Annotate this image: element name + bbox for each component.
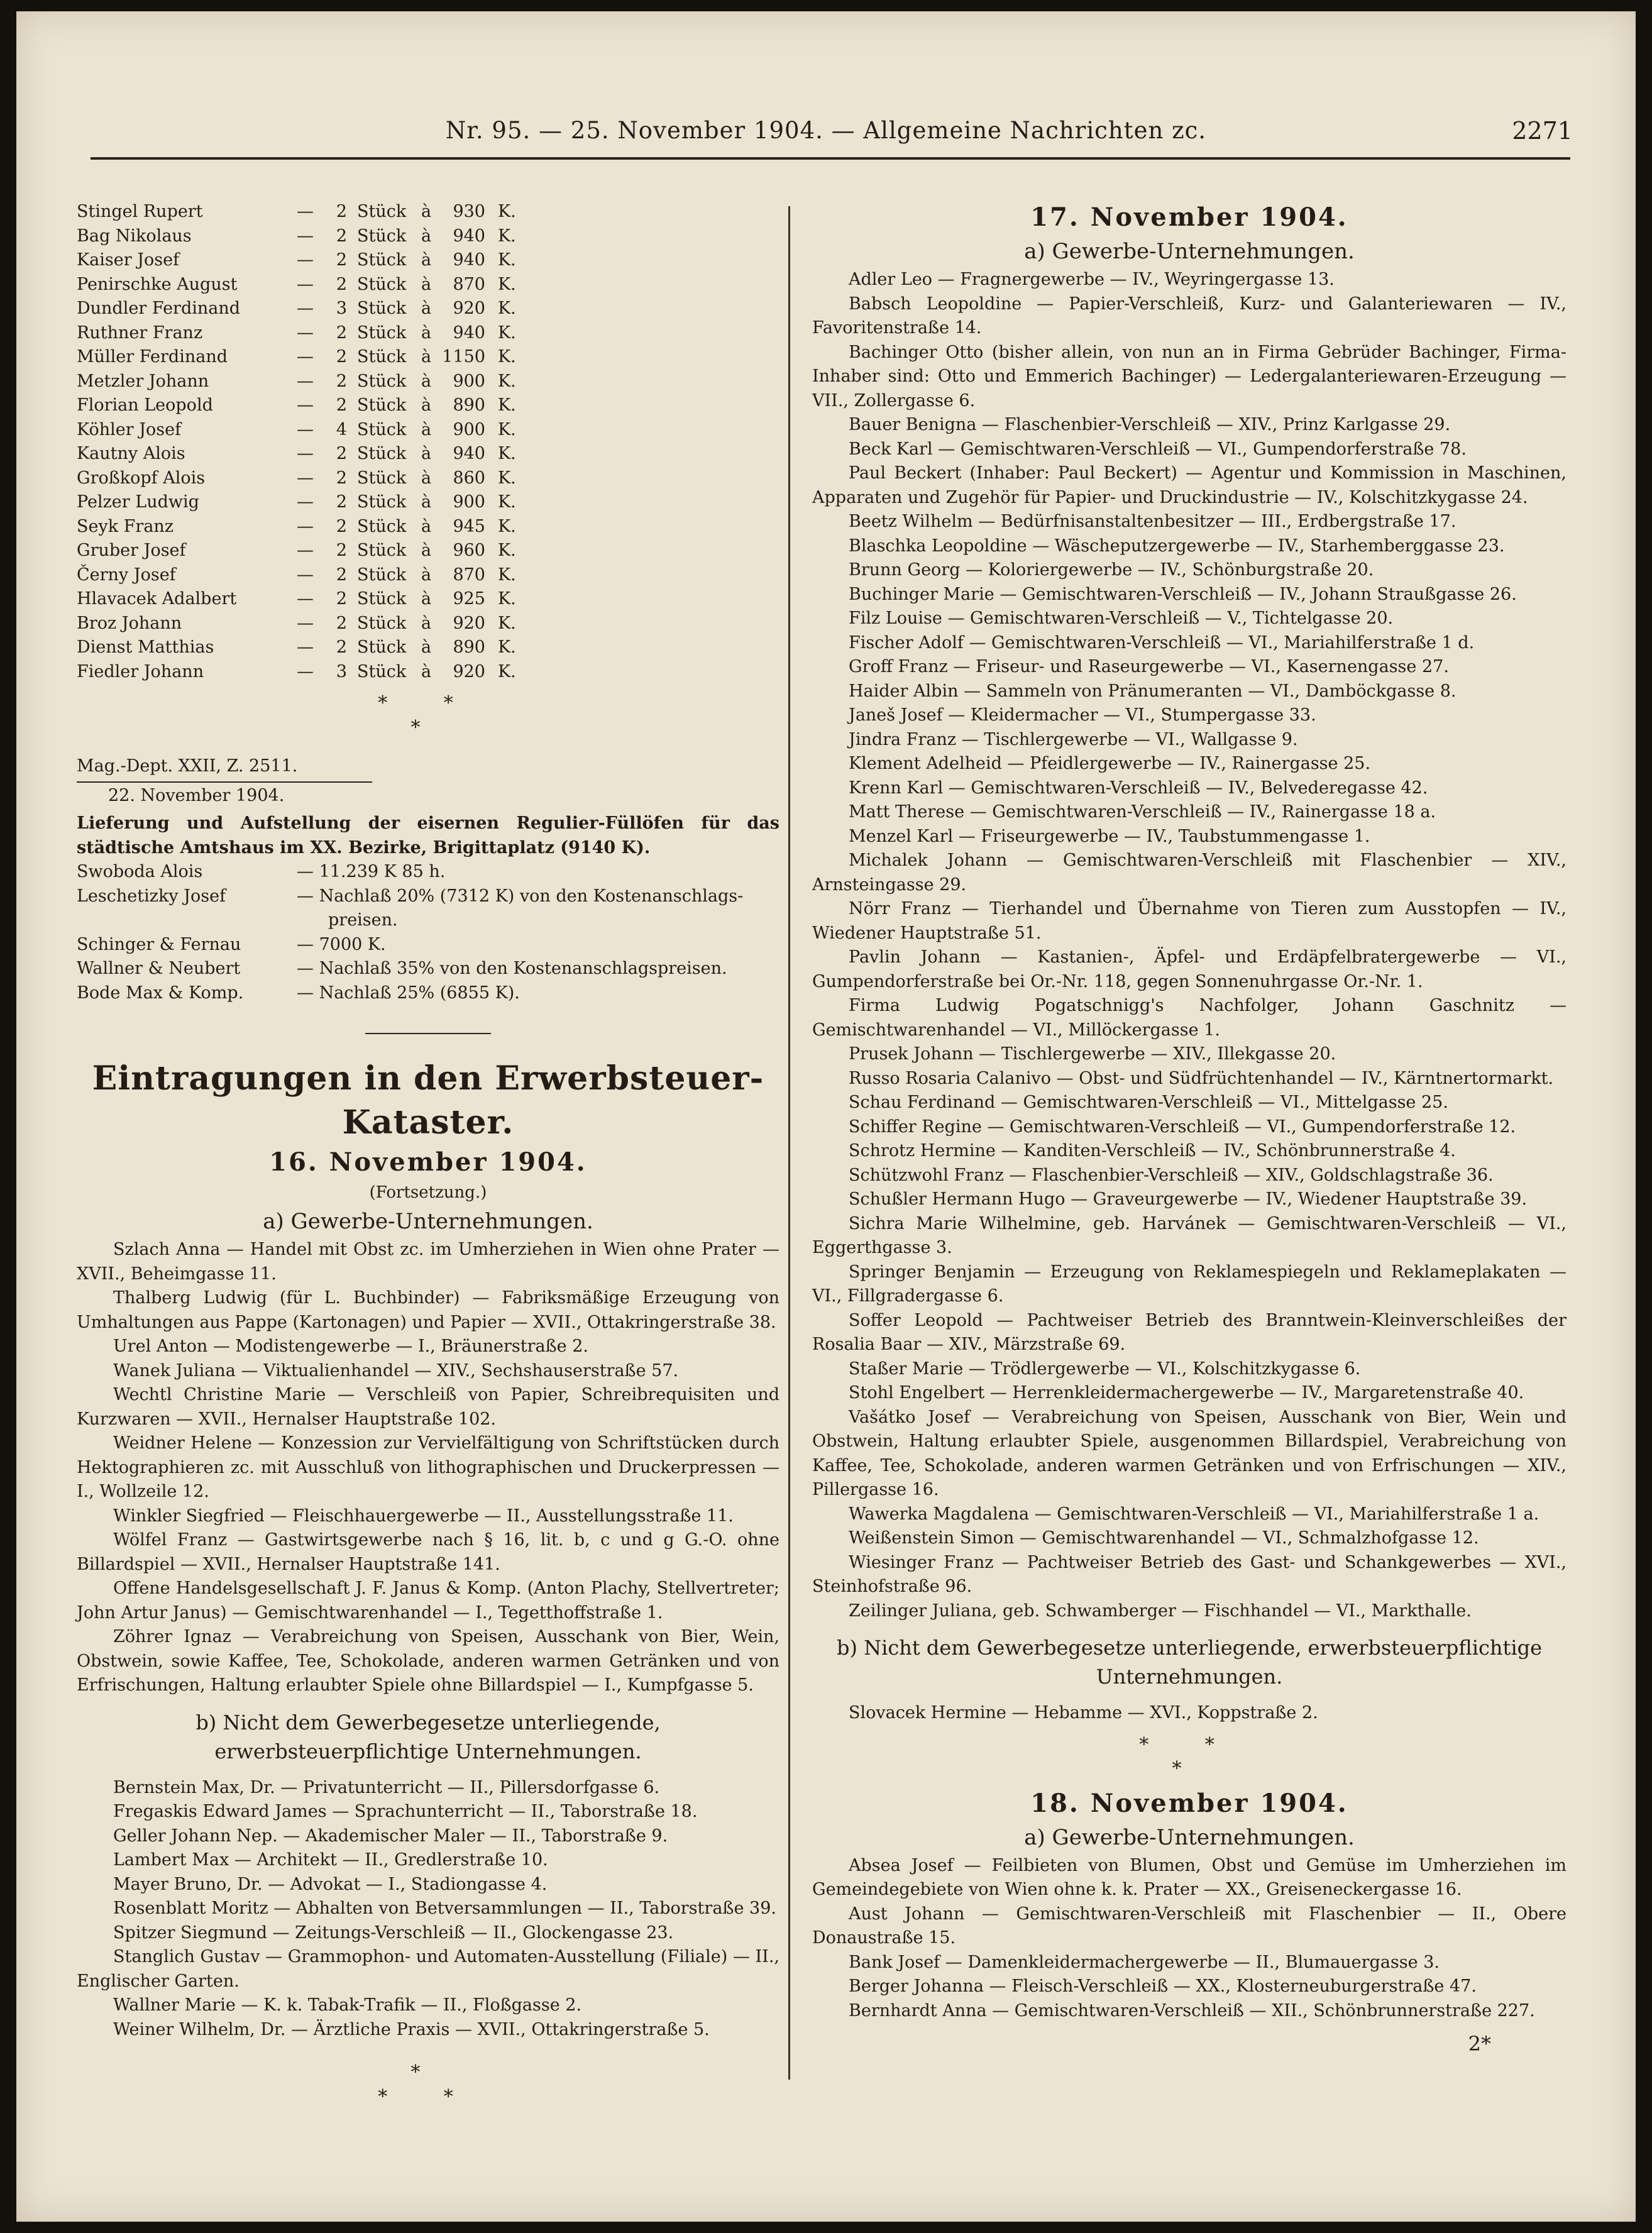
register-entry: Brunn Georg — Koloriergewerbe — IV., Schönburgstraße 20. [849, 560, 1374, 580]
unit: Stück [357, 274, 407, 294]
dash: — [297, 444, 314, 463]
currency: K. [498, 492, 516, 512]
price: 920 [453, 299, 485, 318]
unit: Stück [357, 565, 407, 585]
register-entry: Adler Leo — Fragnergewerbe — IV., Weyringergasse 13. [849, 270, 1335, 289]
register-entry: Berger Johanna — Fleisch-Verschleiß — XX., Klosterneuburgerstraße 47. [849, 1977, 1477, 1996]
currency: K. [498, 661, 516, 681]
left-column [77, 200, 779, 2108]
supplier-name: Müller Ferdinand [77, 347, 228, 367]
section-heading: a) Gewerbe-Unternehmungen. [1024, 239, 1355, 264]
price: 925 [453, 589, 485, 609]
register-entry: Groff Franz — Friseur- und Raseurgewerbe — VI., Kasernengasse 27. [849, 657, 1449, 676]
quantity: 2 [336, 637, 347, 657]
register-entry: Lambert Max — Architekt — II., Gredlerstraße 10. [113, 1850, 548, 1870]
price: 890 [453, 637, 485, 657]
register-entry: Paul Beckert (Inhaber: Paul Beckert) — Agentur und Kommission in Maschinen, Apparaten und Zugehör für Papier- und Druckindustrie — IV., Kolschitzkygasse 24. [812, 463, 1567, 507]
register-entry: Buchinger Marie — Gemischtwaren-Verschleiß — IV., Johann Straußgasse 26. [849, 584, 1517, 604]
separator-stars [812, 1733, 1567, 1780]
stars-row: * * [1139, 1733, 1240, 1756]
header-rule [91, 157, 1570, 160]
list-row [77, 273, 779, 297]
section-heading: b) Nicht dem Gewerbegesetze unterliegende, erwerbsteuerpflichtige Unternehmungen. [195, 1710, 661, 1763]
quantity: 2 [336, 202, 347, 221]
dash: — [297, 541, 314, 560]
newspaper-page [16, 11, 1636, 2222]
currency: K. [498, 516, 516, 536]
register-entry: Bauer Benigna — Flaschenbier-Verschleiß — XIV., Prinz Karlgasse 29. [849, 415, 1451, 434]
supplier-name: Großkopf Alois [77, 468, 206, 488]
list-row [77, 563, 779, 588]
at-sign: à [421, 419, 432, 439]
bid-row [77, 933, 779, 957]
currency: K. [498, 202, 516, 221]
supplier-name: Seyk Franz [77, 516, 174, 536]
unit: Stück [357, 250, 407, 270]
list-row [77, 587, 779, 612]
continuation-note: (Fortsetzung.) [369, 1183, 487, 1202]
dash: — [297, 347, 314, 367]
dash: — [297, 371, 314, 391]
page-number: 2271 [1512, 117, 1573, 145]
quantity: 4 [336, 419, 347, 439]
unit: Stück [357, 492, 407, 512]
dash: — [297, 274, 314, 294]
currency: K. [498, 395, 516, 415]
register-entry: Menzel Karl — Friseurgewerbe — IV., Taubstummengasse 1. [849, 826, 1370, 846]
quantity: 2 [336, 541, 347, 560]
currency: K. [498, 444, 516, 463]
dash: — [297, 516, 314, 536]
register-entry: Schiffer Regine — Gemischtwaren-Verschleiß — VI., Gumpendorferstraße 12. [849, 1116, 1516, 1137]
at-sign: à [421, 516, 432, 536]
at-sign: à [421, 347, 432, 367]
price: 870 [453, 565, 485, 585]
list-row [77, 370, 779, 394]
bid-row [77, 981, 779, 1006]
unit: Stück [357, 202, 407, 221]
stars-row: * [1172, 1758, 1207, 1780]
currency: K. [498, 565, 516, 585]
supplier-name: Kaiser Josef [77, 250, 180, 270]
register-entry: Bachinger Otto (bisher allein, von nun an in Firma Gebrüder Bachinger, Firma-Inhaber sind: Otto und Emmerich Bachinger) — Ledergalanteriewaren-Erzeugung — VII., Zollergasse 6. [812, 342, 1567, 411]
entry-list [77, 1238, 779, 1698]
unit: Stück [357, 444, 407, 463]
register-entry: Wechtl Christine Marie — Verschleiß von Papier, Schreibrequisiten und Kurzwaren — XVII., Hernalser Hauptstraße 102. [77, 1385, 779, 1429]
register-entry: Thalberg Ludwig (für L. Buchbinder) — Fabriksmäßige Erzeugung von Umhaltungen aus Pappe (Kartonagen) und Papier — XVII., Ottakringerstraße 38. [77, 1288, 779, 1332]
register-entry: Janeš Josef — Kleidermacher — VI., Stumpergasse 33. [849, 705, 1316, 725]
list-row [77, 636, 779, 660]
at-sign: à [421, 541, 432, 560]
quantity: 2 [336, 565, 347, 585]
at-sign: à [421, 589, 432, 609]
supplier-name: Broz Johann [77, 613, 182, 633]
unit: Stück [357, 541, 407, 560]
register-entry: Krenn Karl — Gemischtwaren-Verschleiß — IV., Belvederegasse 42. [849, 778, 1428, 798]
bidder-name: Wallner & Neubert [77, 959, 241, 978]
quantity: 2 [336, 274, 347, 294]
at-sign: à [421, 323, 432, 343]
register-entry: Klement Adelheid — Pfeidlergewerbe — IV., Rainergasse 25. [849, 754, 1371, 773]
currency: K. [498, 323, 516, 343]
list-row [77, 297, 779, 321]
register-entry: Zöhrer Ignaz — Verabreichung von Speisen, Ausschank von Bier, Wein, Obstwein, sowie Kaffee, Tee, Schokolade, anderen warmen Getränken und von Erfrischungen, Haltung erlaubter Spiele ohne Billardspiel — I., Kumpfgasse 5. [77, 1627, 779, 1695]
dash: — [297, 589, 314, 609]
register-entry: Rosenblatt Moritz — Abhalten von Betversammlungen — II., Taborstraße 39. [113, 1899, 776, 1918]
register-entry: Bank Josef — Damenkleidermachergewerbe — II., Blumauergasse 3. [849, 1952, 1440, 1972]
currency: K. [498, 347, 516, 367]
price: 900 [453, 371, 485, 391]
at-sign: à [421, 492, 432, 512]
register-entry: Matt Therese — Gemischtwaren-Verschleiß — IV., Rainergasse 18 a. [849, 802, 1436, 822]
section-rule [365, 1033, 491, 1034]
register-entry: Stohl Engelbert — Herrenkleidermachergewerbe — IV., Margaretenstraße 40. [849, 1383, 1524, 1403]
price: 860 [453, 468, 485, 488]
register-entry: Slovacek Hermine — Hebamme — XVI., Koppstraße 2. [849, 1703, 1318, 1723]
quantity: 2 [336, 492, 347, 512]
at-sign: à [421, 202, 432, 221]
quantity: 2 [336, 516, 347, 536]
bidder-name: Leschetizky Josef [77, 886, 226, 906]
register-entry: Bernhardt Anna — Gemischtwaren-Verschleiß — XII., Schönbrunnerstraße 227. [849, 2000, 1535, 2021]
price: 940 [453, 250, 485, 270]
register-entry: Filz Louise — Gemischtwaren-Verschleiß — V., Tichtelgasse 20. [849, 609, 1394, 628]
list-row [77, 442, 779, 466]
delivery-list [77, 200, 779, 684]
quantity: 3 [336, 661, 347, 681]
list-row [77, 345, 779, 370]
supplier-name: Stingel Rupert [77, 202, 203, 221]
bid-list [77, 860, 779, 1005]
price: 920 [453, 661, 485, 681]
at-sign: à [421, 226, 432, 246]
unit: Stück [357, 419, 407, 439]
register-entry: Spitzer Siegmund — Zeitungs-Verschleiß — II., Glockengasse 23. [113, 1922, 674, 1943]
bid-value: — Nachlaß 20% (7312 K) von den Kostenanschlags- [297, 886, 744, 906]
at-sign: à [421, 371, 432, 391]
quantity: 2 [336, 589, 347, 609]
date-heading: 18. November 1904. [1030, 1788, 1348, 1818]
list-row [77, 466, 779, 491]
entry-list [812, 1854, 1567, 2024]
separator-stars [77, 2061, 779, 2108]
price: 940 [453, 226, 485, 246]
stars-row: * [410, 2061, 446, 2083]
register-entry: Wiesinger Franz — Pachtweiser Betrieb des Gast- und Schankgewerbes — XVI., Steinhofstraße 96. [812, 1552, 1567, 1596]
register-entry: Vašátko Josef — Verabreichung von Speisen, Ausschank von Bier, Wein und Obstwein, Haltung erlaubter Spiele, ausgenommen Billardspiel, Verabreichung von Kaffee, Tee, Schokolade, anderen warmen Getränken und von Erfrischungen — XIV., Pillergasse 16. [812, 1407, 1567, 1499]
unit: Stück [357, 299, 407, 318]
register-entry: Wawerka Magdalena — Gemischtwaren-Verschleiß — VI., Mariahilferstraße 1 a. [849, 1504, 1539, 1524]
bidder-name: Swoboda Alois [77, 862, 203, 881]
register-entry: Springer Benjamin — Erzeugung von Reklamespiegeln und Reklameplakaten — VI., Fillgradergasse 6. [812, 1262, 1567, 1306]
price: 900 [453, 492, 485, 512]
register-entry: Schußler Hermann Hugo — Graveurgewerbe — IV., Wiedener Hauptstraße 39. [849, 1189, 1528, 1209]
currency: K. [498, 613, 516, 633]
page-header [16, 11, 1636, 143]
bid-row [77, 860, 779, 885]
register-entry: Fischer Adolf — Gemischtwaren-Verschleiß — VI., Mariahilferstraße 1 d. [849, 632, 1475, 653]
list-row [77, 539, 779, 563]
at-sign: à [421, 661, 432, 681]
supplier-name: Gruber Josef [77, 541, 186, 560]
list-row [77, 612, 779, 636]
signature-mark: 2* [1468, 2032, 1491, 2056]
at-sign: à [421, 468, 432, 488]
stars-row: * [410, 716, 446, 739]
register-entry: Wanek Juliana — Viktualienhandel — XIV., Sechshauserstraße 57. [113, 1360, 679, 1381]
supplier-name: Ruthner Franz [77, 323, 203, 343]
bidder-name: Bode Max & Komp. [77, 983, 244, 1003]
at-sign: à [421, 444, 432, 463]
list-row [77, 224, 779, 249]
price: 920 [453, 613, 485, 633]
separator-stars [77, 692, 779, 739]
dash: — [297, 226, 314, 246]
currency: K. [498, 226, 516, 246]
register-entry: Aust Johann — Gemischtwaren-Verschleiß mit Flaschenbier — II., Obere Donaustraße 15. [812, 1904, 1567, 1948]
list-row [77, 660, 779, 685]
dash: — [297, 661, 314, 681]
register-entry: Weidner Helene — Konzession zur Vervielfältigung von Schriftstücken durch Hektographieren zc. mit Ausschluß von lithographischen und Druckerpressen — I., Wollzeile 12. [77, 1433, 779, 1501]
right-column [812, 200, 1567, 2056]
running-head: Nr. 95. — 25. November 1904. — Allgemeine Nachrichten zc. [445, 117, 1207, 144]
dash: — [297, 202, 314, 221]
quantity: 2 [336, 395, 347, 415]
unit: Stück [357, 226, 407, 246]
currency: K. [498, 274, 516, 294]
section-heading: a) Gewerbe-Unternehmungen. [263, 1209, 593, 1234]
dash: — [297, 613, 314, 633]
quantity: 2 [336, 613, 347, 633]
list-row [77, 490, 779, 515]
supplier-name: Fiedler Johann [77, 661, 204, 681]
price: 900 [453, 419, 485, 439]
list-row [77, 394, 779, 418]
register-entry: Geller Johann Nep. — Akademischer Maler — II., Taborstraße 9. [113, 1826, 668, 1846]
supplier-name: Dundler Ferdinand [77, 299, 241, 318]
register-entry: Firma Ludwig Pogatschnigg's Nachfolger, Johann Gaschnitz — Gemischtwarenhandel — VI., Millöckergasse 1. [812, 996, 1567, 1040]
currency: K. [498, 589, 516, 609]
bidder-name: Schinger & Fernau [77, 934, 241, 954]
register-entry: Beck Karl — Gemischtwaren-Verschleiß — VI., Gumpendorferstraße 78. [849, 439, 1467, 459]
dash: — [297, 492, 314, 512]
currency: K. [498, 299, 516, 318]
at-sign: à [421, 395, 432, 415]
quantity: 2 [336, 468, 347, 488]
unit: Stück [357, 371, 407, 391]
dash: — [297, 299, 314, 318]
register-entry: Absea Josef — Feilbieten von Blumen, Obst und Gemüse im Umherziehen im Gemeindegebiete von Wien ohne k. k. Prater — XX., Greiseneckergasse 16. [812, 1855, 1567, 1899]
dash: — [297, 250, 314, 270]
register-entry: Sichra Marie Wilhelmine, geb. Harvánek — Gemischtwaren-Verschleiß — VI., Eggerthgasse 3. [812, 1213, 1567, 1257]
price: 870 [453, 274, 485, 294]
supplier-name: Köhler Josef [77, 419, 182, 439]
at-sign: à [421, 637, 432, 657]
date-heading: 16. November 1904. [269, 1147, 587, 1177]
register-entry: Wölfel Franz — Gastwirtsgewerbe nach § 16, lit. b, c und g G.-O. ohne Billardspiel — XVII., Hernalser Hauptstraße 141. [77, 1530, 779, 1574]
column-divider [788, 206, 790, 2080]
at-sign: à [421, 565, 432, 585]
register-entry: Pavlin Johann — Kastanien-, Äpfel- und Erdäpfelbratergewerbe — VI., Gumpendorferstraße bei Or.-Nr. 118, gegen Sonnenuhrgasse Or.-Nr. 1. [812, 947, 1567, 991]
price: 960 [453, 541, 485, 560]
supplier-name: Hlavacek Adalbert [77, 589, 237, 609]
register-entry: Wallner Marie — K. k. Tabak-Trafik — II., Floßgasse 2. [113, 1995, 582, 2015]
unit: Stück [357, 516, 407, 536]
register-entry: Schrotz Hermine — Kanditen-Verschleiß — IV., Schönbrunnerstraße 4. [849, 1141, 1456, 1161]
section-heading: b) Nicht dem Gewerbegesetze unterliegende, erwerbsteuerpflichtige Unternehmungen. [836, 1636, 1543, 1689]
register-entry: Stanglich Gustav — Grammophon- und Automaten-Ausstellung (Filiale) — II., Englischer Garten. [77, 1947, 779, 1991]
list-row [77, 515, 779, 539]
unit: Stück [357, 637, 407, 657]
unit: Stück [357, 661, 407, 681]
price: 945 [453, 516, 485, 536]
dash: — [297, 395, 314, 415]
currency: K. [498, 371, 516, 391]
quantity: 3 [336, 299, 347, 318]
main-heading: Eintragungen in den Erwerbsteuer-Kataster. [92, 1059, 764, 1142]
supplier-name: Bag Nikolaus [77, 226, 192, 246]
currency: K. [498, 250, 516, 270]
unit: Stück [357, 589, 407, 609]
at-sign: à [421, 274, 432, 294]
register-entry: Blaschka Leopoldine — Wäscheputzergewerbe — IV., Starhemberggasse 23. [849, 536, 1505, 556]
register-entry: Schützwohl Franz — Flaschenbier-Verschleiß — XIV., Goldschlagstraße 36. [849, 1165, 1494, 1185]
at-sign: à [421, 613, 432, 633]
register-entry: Russo Rosaria Calanivo — Obst- und Südfrüchtenhandel — IV., Kärntnertormarkt. [849, 1068, 1554, 1088]
quantity: 2 [336, 226, 347, 246]
register-entry: Bernstein Max, Dr. — Privatunterricht — II., Pillersdorfgasse 6. [113, 1777, 660, 1797]
register-entry: Beetz Wilhelm — Bedürfnisanstaltenbesitzer — III., Erdbergstraße 17. [849, 512, 1457, 531]
register-entry: Urel Anton — Modistengewerbe — I., Bräunerstraße 2. [113, 1337, 588, 1356]
reference-rule [77, 781, 372, 783]
bid-value: — Nachlaß 35% von den Kostenanschlagspreisen. [297, 959, 727, 978]
list-row [77, 321, 779, 346]
supplier-name: Pelzer Ludwig [77, 492, 199, 512]
register-entry: Fregaskis Edward James — Sprachunterricht — II., Taborstraße 18. [113, 1802, 698, 1821]
at-sign: à [421, 250, 432, 270]
quantity: 2 [336, 444, 347, 463]
supplier-name: Florian Leopold [77, 395, 213, 415]
list-row [77, 200, 779, 224]
register-entry: Weiner Wilhelm, Dr. — Ärztliche Praxis — XVII., Ottakringerstraße 5. [113, 2019, 710, 2039]
tender-title: Lieferung und Aufstellung der eisernen Regulier-Füllöfen für das städtische Amtshaus im XX. Bezirke, Brigittaplatz (9140 K). [77, 813, 779, 857]
bid-value: — 7000 K. [297, 934, 386, 954]
entry-list [812, 1701, 1567, 1726]
unit: Stück [357, 347, 407, 367]
bid-value: — 11.239 K 85 h. [297, 862, 446, 881]
dash: — [297, 419, 314, 439]
list-row [77, 248, 779, 273]
bid-value-continued: preisen. [328, 910, 398, 930]
quantity: 2 [336, 371, 347, 391]
stars-row: * * [378, 692, 478, 714]
register-entry: Prusek Johann — Tischlergewerbe — XIV., Illekgasse 20. [849, 1044, 1336, 1064]
price: 1150 [442, 347, 485, 367]
register-entry: Schau Ferdinand — Gemischtwaren-Verschleiß — VI., Mittelgasse 25. [849, 1093, 1448, 1112]
department-reference: Mag.-Dept. XXII, Z. 2511. [77, 756, 298, 776]
entry-list [812, 268, 1567, 1623]
price: 940 [453, 444, 485, 463]
register-entry: Offene Handelsgesellschaft J. F. Janus & Komp. (Anton Plachy, Stellvertreter; John Artur Janus) — Gemischtwarenhandel — I., Tegetthoffstraße 1. [77, 1579, 779, 1623]
register-entry: Jindra Franz — Tischlergewerbe — VI., Wallgasse 9. [849, 729, 1298, 749]
section-heading: a) Gewerbe-Unternehmungen. [1024, 1824, 1355, 1850]
entry-list [77, 1776, 779, 2043]
dash: — [297, 323, 314, 343]
supplier-name: Penirschke August [77, 274, 238, 294]
price: 930 [453, 202, 485, 221]
register-entry: Weißenstein Simon — Gemischtwarenhandel — VI., Schmalzhofgasse 12. [849, 1528, 1479, 1548]
dash: — [297, 565, 314, 585]
register-entry: Mayer Bruno, Dr. — Advokat — I., Stadiongasse 4. [113, 1874, 548, 1894]
register-entry: Soffer Leopold — Pachtweiser Betrieb des Branntwein-Kleinverschleißes der Rosalia Baar — XIV., Märzstraße 69. [812, 1310, 1567, 1354]
list-row [77, 418, 779, 443]
register-entry: Winkler Siegfried — Fleischhauergewerbe — II., Ausstellungsstraße 11. [113, 1506, 734, 1526]
register-entry: Nörr Franz — Tierhandel und Übernahme von Tieren zum Ausstopfen — IV., Wiedener Hauptstraße 51. [812, 899, 1567, 943]
quantity: 2 [336, 250, 347, 270]
register-entry: Babsch Leopoldine — Papier-Verschleiß, Kurz- und Galanteriewaren — IV., Favoritenstraße 14. [812, 294, 1567, 338]
unit: Stück [357, 468, 407, 488]
price: 890 [453, 395, 485, 415]
quantity: 2 [336, 347, 347, 367]
bid-value: — Nachlaß 25% (6855 K). [297, 983, 520, 1003]
stars-row: * * [378, 2085, 478, 2108]
unit: Stück [357, 613, 407, 633]
supplier-name: Metzler Johann [77, 371, 209, 391]
bid-row [77, 957, 779, 981]
date-heading: 17. November 1904. [1030, 202, 1348, 232]
supplier-name: Kautny Alois [77, 444, 185, 463]
quantity: 2 [336, 323, 347, 343]
register-entry: Staßer Marie — Trödlergewerbe — VI., Kolschitzkygasse 6. [849, 1359, 1361, 1379]
register-entry: Michalek Johann — Gemischtwaren-Verschleiß mit Flaschenbier — XIV., Arnsteingasse 29. [812, 851, 1567, 895]
unit: Stück [357, 323, 407, 343]
price: 940 [453, 323, 485, 343]
supplier-name: Černy Josef [77, 565, 176, 585]
reference-date: 22. November 1904. [108, 785, 285, 805]
currency: K. [498, 541, 516, 560]
register-entry: Zeilinger Juliana, geb. Schwamberger — Fischhandel — VI., Markthalle. [849, 1601, 1472, 1621]
currency: K. [498, 419, 516, 439]
register-entry: Szlach Anna — Handel mit Obst zc. im Umherziehen in Wien ohne Prater — XVII., Beheimgasse 11. [77, 1240, 779, 1284]
currency: K. [498, 468, 516, 488]
dash: — [297, 637, 314, 657]
supplier-name: Dienst Matthias [77, 637, 214, 657]
bid-row [77, 885, 779, 909]
unit: Stück [357, 395, 407, 415]
dash: — [297, 468, 314, 488]
at-sign: à [421, 299, 432, 318]
register-entry: Haider Albin — Sammeln von Pränumeranten — VI., Damböckgasse 8. [849, 681, 1457, 701]
currency: K. [498, 637, 516, 657]
